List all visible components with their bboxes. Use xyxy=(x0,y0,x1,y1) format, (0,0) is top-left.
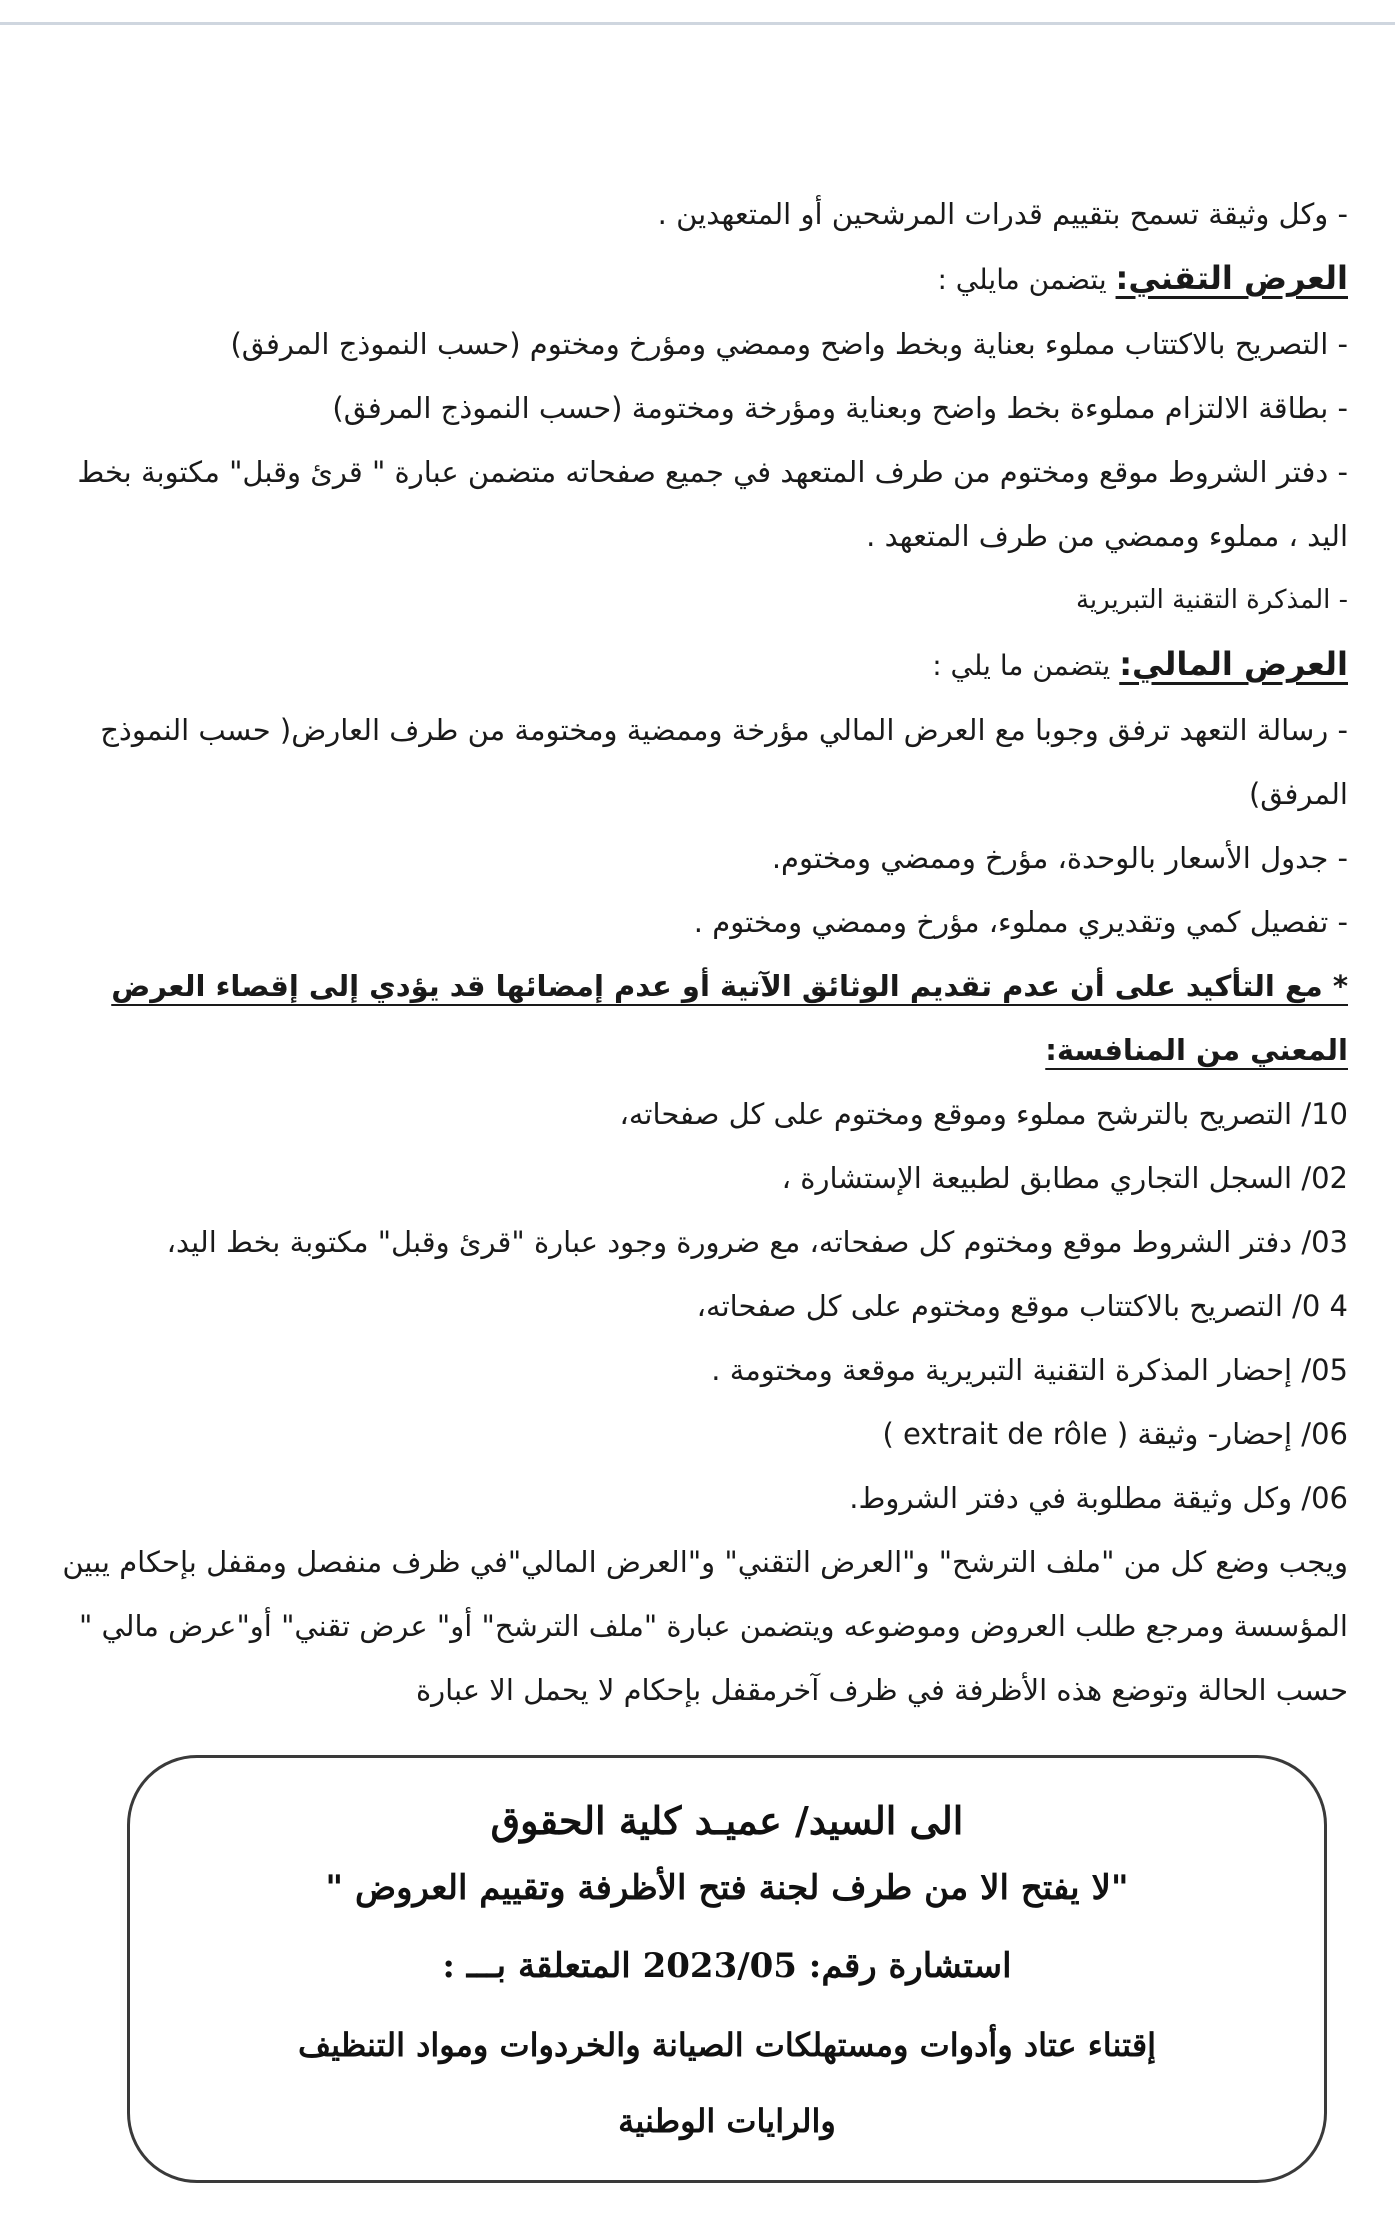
financial-offer-title: العرض المالي: xyxy=(1119,645,1348,683)
text-line: - وكل وثيقة تسمح بتقييم قدرات المرشحين أو المتعهدين . xyxy=(657,197,1348,231)
text-line: - تفصيل كمي وتقديري مملوء، مؤرخ وممضي ومختوم . xyxy=(693,905,1348,939)
envelope-label-box xyxy=(127,1755,1327,2183)
document-body xyxy=(30,182,1348,1722)
text-line: - جدول الأسعار بالوحدة، مؤرخ وممضي ومختوم. xyxy=(771,841,1348,875)
envelope-subject-line-2: والرايات الوطنية xyxy=(618,2102,836,2140)
numbered-item: 4 0/ التصريح بالاكتتاب موقع ومختوم على كل صفحاته، xyxy=(696,1289,1348,1323)
numbered-item: 10/ التصريح بالترشح مملوء وموقع ومختوم على كل صفحاته، xyxy=(619,1097,1348,1131)
envelope-subject-line-1: إقتناء عتاد وأدوات ومستهلكات الصيانة والخردوات ومواد التنظيف xyxy=(297,2026,1156,2064)
numbered-item: 06/ إحضار- وثيقة ( extrait de rôle ) xyxy=(882,1417,1348,1451)
text-line: - دفتر الشروط موقع ومختوم من طرف المتعهد في جميع صفحاته متضمن عبارة " قرئ وقبل" مكتوبة بخط اليد ، مملوء وممضي من طرف المتعهد . xyxy=(77,455,1348,553)
numbered-item: 06/ وكل وثيقة مطلوبة في دفتر الشروط. xyxy=(849,1481,1348,1515)
envelope-addressee: الى السيد/ عميـد كلية الحقوق xyxy=(490,1798,964,1843)
numbered-item: 02/ السجل التجاري مطابق لطبيعة الإستشارة ، xyxy=(781,1161,1348,1195)
closing-paragraph: ويجب وضع كل من "ملف الترشح" و"العرض التقني" و"العرض المالي"في ظرف منفصل ومقفل بإحكام يبين المؤسسة ومرجع طلب العروض وموضوعه ويتضمن عبارة "ملف الترشح" أو" عرض تقني" أو"عرض مالي " حسب الحالة وتوضع هذه الأظرفة في ظرف آخرمقفل بإحكام لا يحمل الا عبارة xyxy=(62,1545,1348,1707)
numbered-item: 05/ إحضار المذكرة التقنية التبريرية موقعة ومختومة . xyxy=(711,1353,1348,1387)
envelope-reference: استشارة رقم: 2023/05 المتعلقة بـــ : xyxy=(442,1946,1012,1986)
envelope-warning: "لا يفتح الا من طرف لجنة فتح الأظرفة وتقييم العروض " xyxy=(325,1868,1129,1908)
exclusion-note: * مع التأكيد على أن عدم تقديم الوثائق الآتية أو عدم إمضائها قد يؤدي إلى إقصاء العرض المعني من المنافسة: xyxy=(111,969,1348,1067)
text-line: - رسالة التعهد ترفق وجوبا مع العرض المالي مؤرخة وممضية ومختومة من طرف العارض( حسب النموذج المرفق) xyxy=(100,713,1348,811)
text-line: - المذكرة التقنية التبريرية xyxy=(1075,585,1348,615)
text-line: - بطاقة الالتزام مملوءة بخط واضح وبعناية ومؤرخة ومختومة (حسب النموذج المرفق) xyxy=(332,391,1348,425)
text-line: - التصريح بالاكتتاب مملوء بعناية وبخط واضح وممضي ومؤرخ ومختوم (حسب النموذج المرفق) xyxy=(230,327,1348,361)
technical-offer-heading xyxy=(30,246,1348,312)
scan-top-edge xyxy=(0,22,1395,25)
technical-offer-title: العرض التقني: xyxy=(1115,259,1348,297)
numbered-item: 03/ دفتر الشروط موقع ومختوم كل صفحاته، مع ضرورة وجود عبارة "قرئ وقبل" مكتوبة بخط اليد، xyxy=(166,1225,1348,1259)
financial-offer-intro: يتضمن ما يلي : xyxy=(932,649,1120,682)
financial-offer-heading xyxy=(30,632,1348,698)
technical-offer-intro: يتضمن مايلي : xyxy=(937,263,1116,296)
